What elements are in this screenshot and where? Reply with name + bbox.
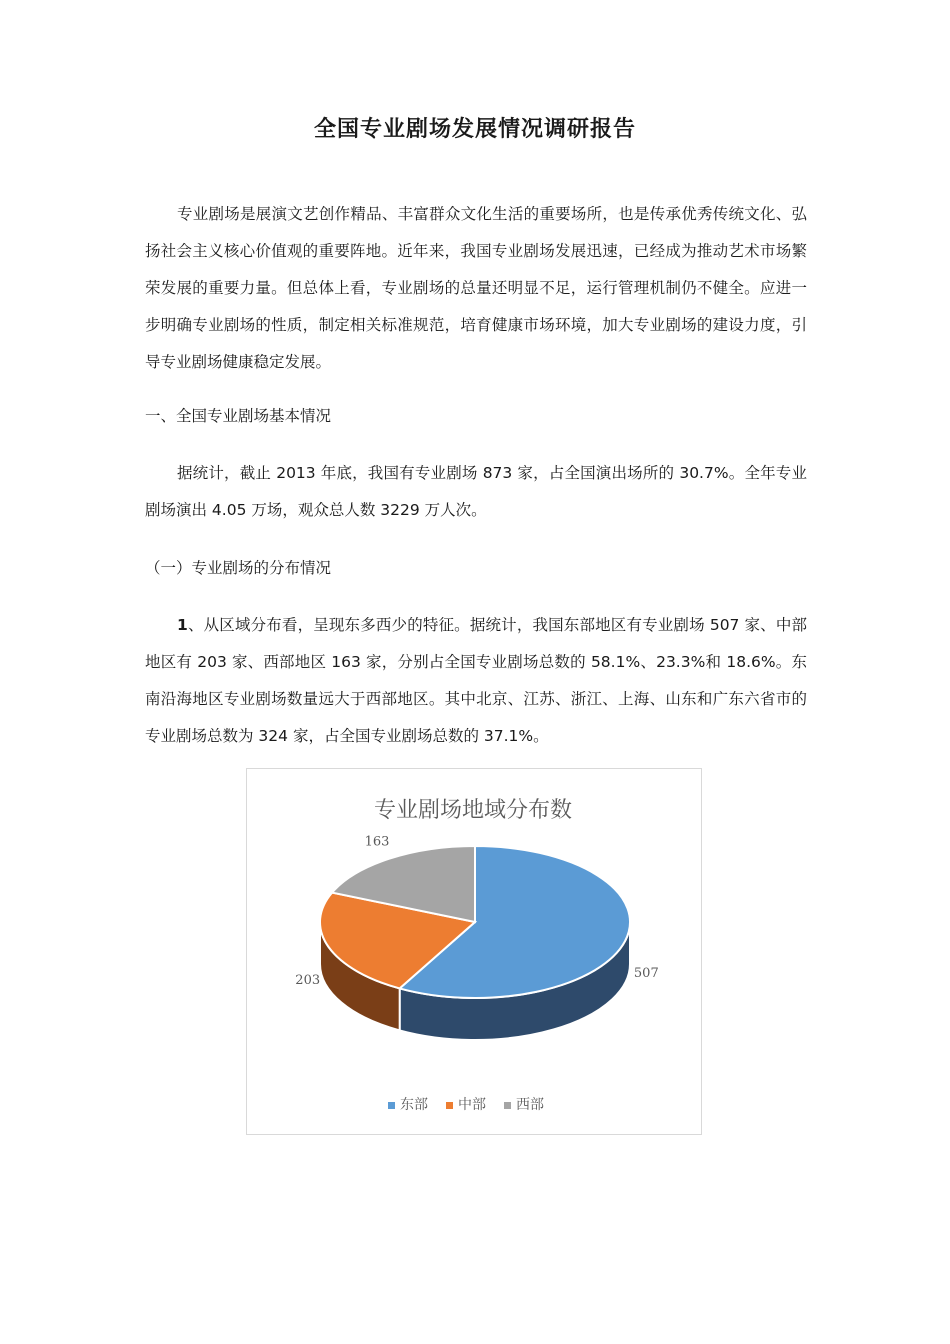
chart-title: 专业剧场地域分布数 [373, 798, 573, 823]
point-text: 、从区域分布看，呈现东多西少的特征。据统计，我国东部地区有专业剧场 507 家、中部地区有 203 家、西部地区 163 家，分别占全国专业剧场总数的 58.1%、23.3%和 18.6%。东南沿海地区专业剧场数量远大于西部地区。其中北京、江苏、浙江、上海、山东和广东六省市的专业剧场总数为 324 家，占全国专业剧场总数的 37.1%。 [145, 616, 807, 745]
pie-chart [246, 768, 702, 1135]
pie-chart-svg [247, 769, 703, 1136]
data-label-1: 203 [295, 973, 321, 989]
data-label-2: 163 [364, 834, 390, 850]
document-title: 全国专业剧场发展情况调研报告 [313, 117, 636, 142]
subsection-heading-1: （一）专业剧场的分布情况 [145, 559, 332, 577]
chart-legend [388, 1096, 544, 1113]
section-paragraph-1: 据统计，截止 2013 年底，我国有专业剧场 873 家，占全国演出场所的 30.7%。全年专业剧场演出 4.05 万场，观众总人数 3229 万人次。 [145, 464, 807, 519]
legend-label-1: 中部 [458, 1097, 486, 1113]
intro-paragraph: 专业剧场是展演文艺创作精品、丰富群众文化生活的重要场所，也是传承优秀传统文化、弘扬社会主义核心价值观的重要阵地。近年来，我国专业剧场发展迅速，已经成为推动艺术市场繁荣发展的重要力量。但总体上看，专业剧场的总量还明显不足，运行管理机制仍不健全。应进一步明确专业剧场的性质，制定相关标准规范，培育健康市场环境，加大专业剧场的建设力度，引导专业剧场健康稳定发展。 [145, 205, 807, 371]
legend-swatch-1 [446, 1102, 453, 1109]
legend-label-2: 西部 [516, 1097, 544, 1113]
point-paragraph-1 [145, 607, 807, 755]
data-label-0: 507 [633, 965, 659, 981]
point-number: 1 [177, 616, 188, 634]
section-heading-1: 一、全国专业剧场基本情况 [145, 407, 332, 425]
legend-label-0: 东部 [400, 1097, 428, 1113]
legend-swatch-2 [504, 1102, 511, 1109]
legend-swatch-0 [388, 1102, 395, 1109]
pie-tops [320, 846, 630, 998]
